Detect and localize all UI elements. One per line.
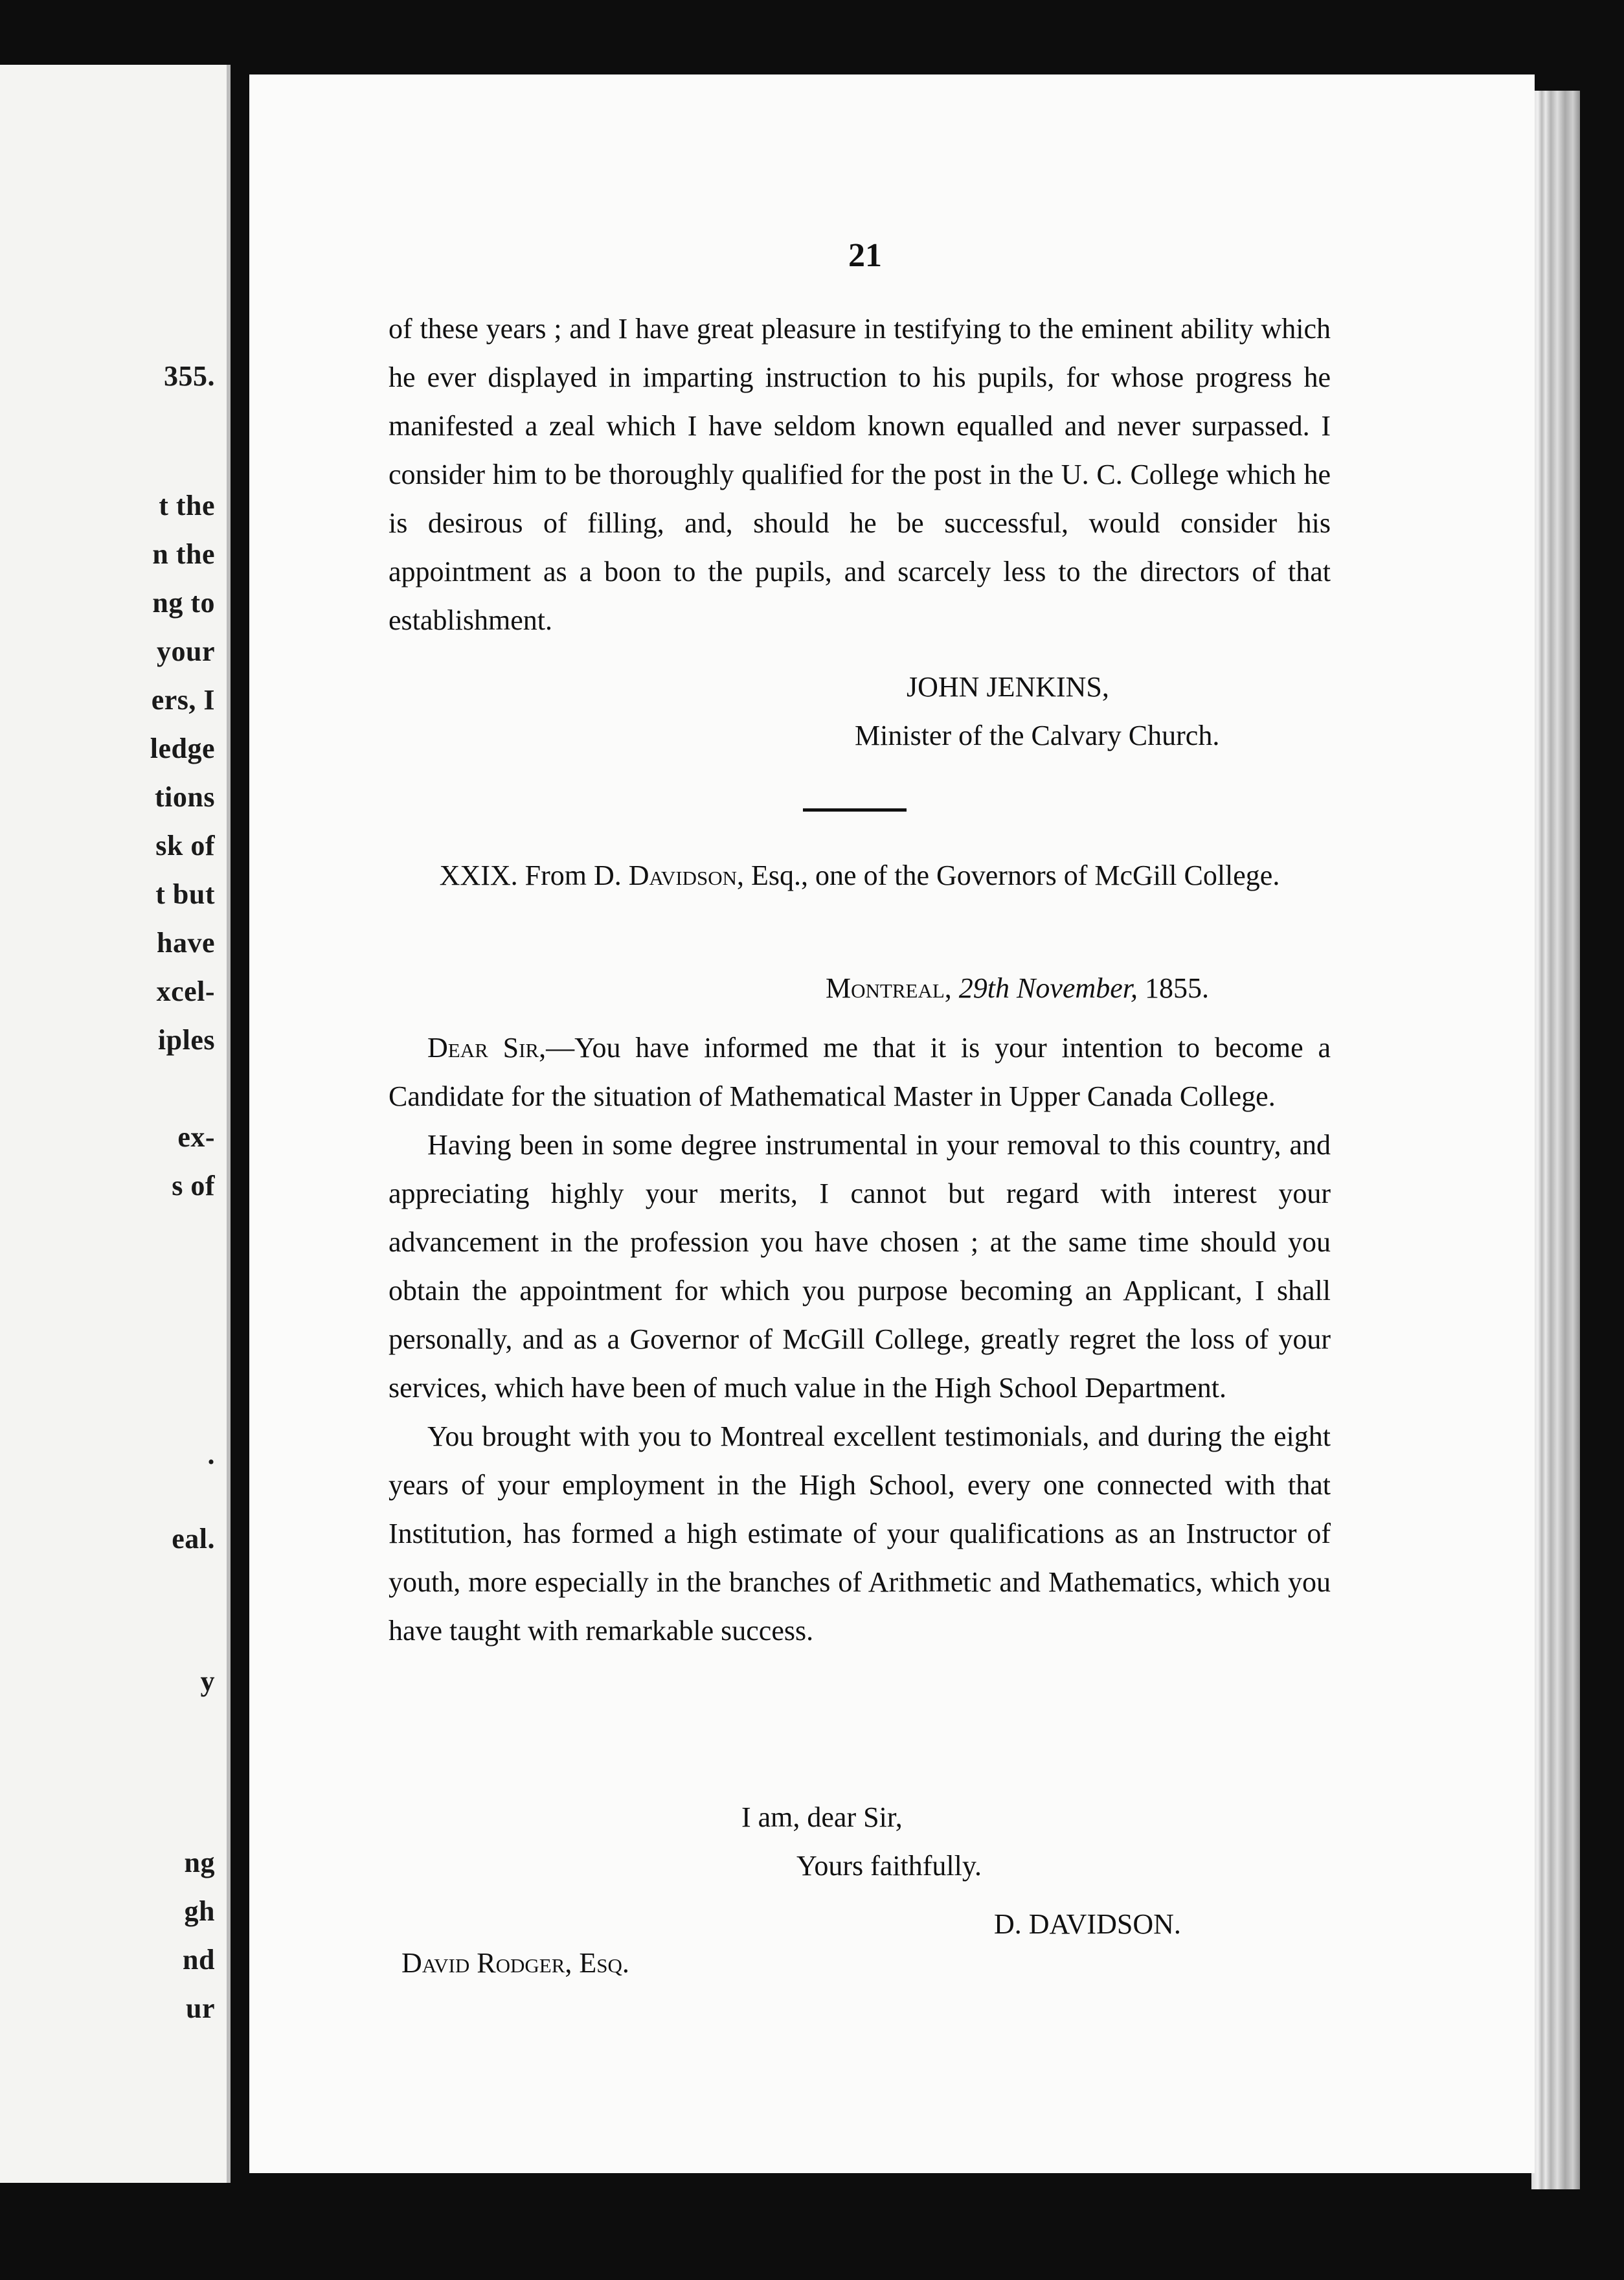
left-page-fragment: ur (186, 1992, 215, 2024)
signature-name: JOHN JENKINS, (907, 671, 1109, 703)
left-page-fragment: xcel- (156, 975, 215, 1007)
heading-name: Davidson, (628, 860, 745, 891)
closing-line-2: Yours faithfully. (796, 1850, 982, 1882)
letter-body (389, 1023, 1331, 1655)
left-page-fragment: nd (183, 1944, 215, 1976)
salutation: Dear Sir, (427, 1032, 547, 1064)
left-page-fragment: have (157, 927, 215, 959)
left-page-fragment: . (207, 1439, 215, 1470)
heading-from: From D. (524, 860, 622, 891)
page-edges (1531, 91, 1580, 2189)
left-page-fragment: 355. (164, 360, 215, 392)
paragraph-1-text: —You have informed me that it is your intention to become a Candidate for the situation of Mathematical Master in Upper Canada College. (389, 1032, 1331, 1112)
closing-signature: D. DAVIDSON. (994, 1908, 1181, 1940)
letter-continuation (389, 304, 1331, 644)
left-page-fragment: ers, I (151, 684, 215, 716)
left-page-fragment: your (157, 635, 215, 667)
paragraph-1 (389, 1023, 1331, 1121)
date-year: 1855. (1144, 972, 1209, 1004)
left-page-fragment: n the (152, 538, 215, 570)
letter-continuation-text: of these years ; and I have great pleasure in testifying to the eminent ability which he ever displayed in imparting instruction to his pupils, for whose progress he manifested a zeal which I have seldom known equalled and never surpassed. I consider him to be thoroughly qualified for the post in the U. C. College which he is desirous of filling, and, should he be successful, would consider his appointment as a boon to the pupils, and scarcely less to the directors of that establishment. (389, 313, 1331, 636)
left-page-fragment: y (200, 1665, 215, 1697)
letter-heading (389, 849, 1331, 902)
date-text: 29th November, (958, 972, 1138, 1004)
left-page-fragment: ledge (150, 733, 215, 764)
paragraph-2: Having been in some degree instrumental in your removal to this country, and appreciating highly your merits, I cannot but regard with interest your advancement in the profession you have chosen ; at the same time should you obtain the appointment for which you purpose becoming an Applicant, I shall personally, and as a Governor of McGill College, greatly regret the loss of your services, which have been of much value in the High School Department. (389, 1129, 1331, 1404)
date-place: Montreal, (826, 972, 952, 1004)
left-page-fragment: t but (155, 878, 215, 910)
paragraph-3: You brought with you to Montreal excellent testimonials, and during the eight years of your employment in the High School, every one connected with that Institution, has formed a high estimate of your qualifications as an Instructor of youth, more especially in the branches of Arithmetic and Mathematics, which you have taught with remarkable success. (389, 1420, 1331, 1647)
left-page-fragment: t the (159, 490, 215, 521)
left-page-fragment: tions (155, 781, 215, 813)
section-divider (803, 808, 907, 812)
left-page-fragment: gh (184, 1895, 215, 1927)
dateline (826, 972, 1209, 1005)
addressee: David Rodger, Esq. (401, 1947, 629, 1979)
left-page-fragment: ng to (152, 587, 215, 619)
left-page-fragment: sk of (155, 830, 215, 861)
left-page-fragment: ng (184, 1847, 215, 1878)
book-page (249, 74, 1535, 2173)
previous-page (0, 65, 231, 2183)
signature-title: Minister of the Calvary Church. (855, 720, 1220, 751)
left-page-fragment: iples (157, 1024, 215, 1056)
page-number: 21 (848, 237, 882, 274)
closing-line-1: I am, dear Sir, (741, 1801, 903, 1833)
left-page-fragment: s of (172, 1170, 215, 1202)
heading-number: XXIX. (439, 860, 518, 891)
heading-rest: Esq., one of the Governors of McGill College. (751, 860, 1280, 891)
left-page-fragment: ex- (177, 1121, 215, 1153)
left-page-fragment: eal. (172, 1523, 215, 1555)
